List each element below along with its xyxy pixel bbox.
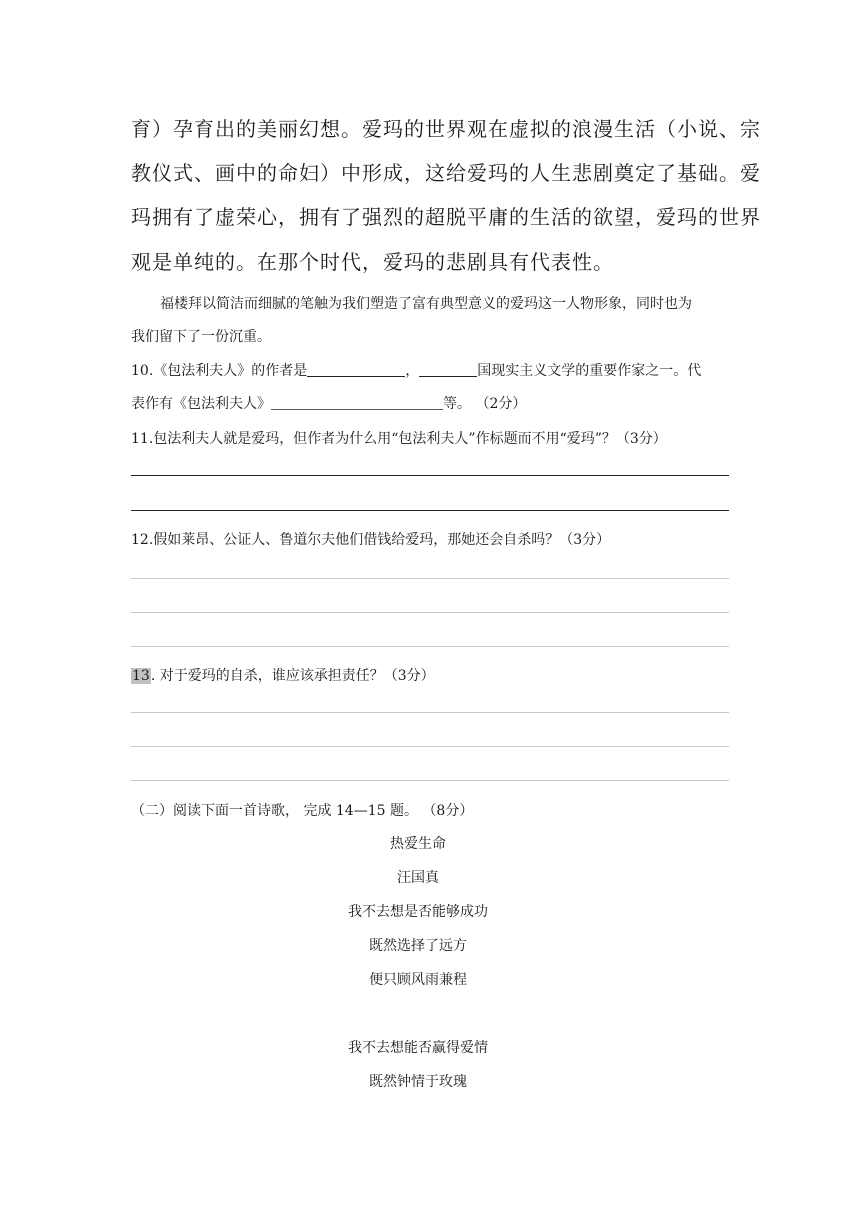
question-12: 12.假如莱昂、公证人、鲁道尔夫他们借钱给爱玛，那她还会自杀吗？（3分） bbox=[131, 532, 611, 548]
poem-title: 热爱生命 bbox=[390, 836, 446, 852]
answer-line[interactable] bbox=[131, 578, 729, 579]
poem-line: 既然钟情于玫瑰 bbox=[369, 1074, 467, 1090]
closing-paragraph-line: 福楼拜以简洁而细腻的笔触为我们塑造了富有典型意义的爱玛这一人物形象，同时也为 bbox=[160, 296, 692, 312]
question-10-suffix: 等。 （2分） bbox=[443, 396, 527, 412]
question-10 bbox=[131, 360, 701, 380]
essay-line: 玛拥有了虚荣心，拥有了强烈的超脱平庸的生活的欲望，爱玛的世界 bbox=[131, 205, 761, 229]
poem-line: 我不去想能否赢得爱情 bbox=[348, 1040, 488, 1056]
answer-line[interactable] bbox=[131, 712, 729, 713]
essay-line: 育）孕育出的美丽幻想。爱玛的世界观在虚拟的浪漫生活（小说、宗 bbox=[131, 117, 761, 141]
poem-author: 汪国真 bbox=[397, 870, 439, 886]
answer-line[interactable] bbox=[131, 475, 729, 476]
answer-blank-author[interactable] bbox=[307, 362, 405, 377]
answer-line[interactable] bbox=[131, 646, 729, 647]
section-heading: （二）阅读下面一首诗歌， 完成 14—15 题。 （8分） bbox=[131, 803, 474, 819]
answer-blank-country[interactable] bbox=[419, 362, 477, 377]
question-11: 11.包法利夫人就是爱玛，但作者为什么用“包法利夫人”作标题而不用“爱玛”？（3分） bbox=[131, 431, 667, 447]
question-10-prefix: 表作有《包法利夫人》 bbox=[131, 396, 271, 412]
answer-line[interactable] bbox=[131, 780, 729, 781]
answer-blank-works[interactable] bbox=[271, 395, 443, 410]
question-13 bbox=[131, 665, 435, 685]
poem-line: 便只顾风雨兼程 bbox=[369, 972, 467, 988]
essay-line: 观是单纯的。在那个时代，爱玛的悲剧具有代表性。 bbox=[131, 250, 614, 274]
question-10-text-2: 国现实主义文学的重要作家之一。代 bbox=[477, 363, 702, 379]
answer-line[interactable] bbox=[131, 612, 729, 613]
answer-line[interactable] bbox=[131, 510, 729, 511]
poem-line: 既然选择了远方 bbox=[369, 938, 467, 954]
closing-paragraph-line: 我们留下了一份沉重。 bbox=[131, 329, 271, 345]
question-10-separator: ， bbox=[405, 363, 420, 379]
question-10-text: 10.《包法利夫人》的作者是 bbox=[131, 363, 308, 379]
essay-line: 教仪式、画中的命妇）中形成，这给爱玛的人生悲剧奠定了基础。爱 bbox=[131, 161, 761, 185]
question-13-number: 13 bbox=[132, 668, 150, 684]
answer-line[interactable] bbox=[131, 746, 729, 747]
question-10-line2 bbox=[131, 393, 526, 413]
question-13-text: . 对于爱玛的自杀，谁应该承担责任？（3分） bbox=[150, 668, 435, 684]
poem-line: 我不去想是否能够成功 bbox=[348, 904, 488, 920]
